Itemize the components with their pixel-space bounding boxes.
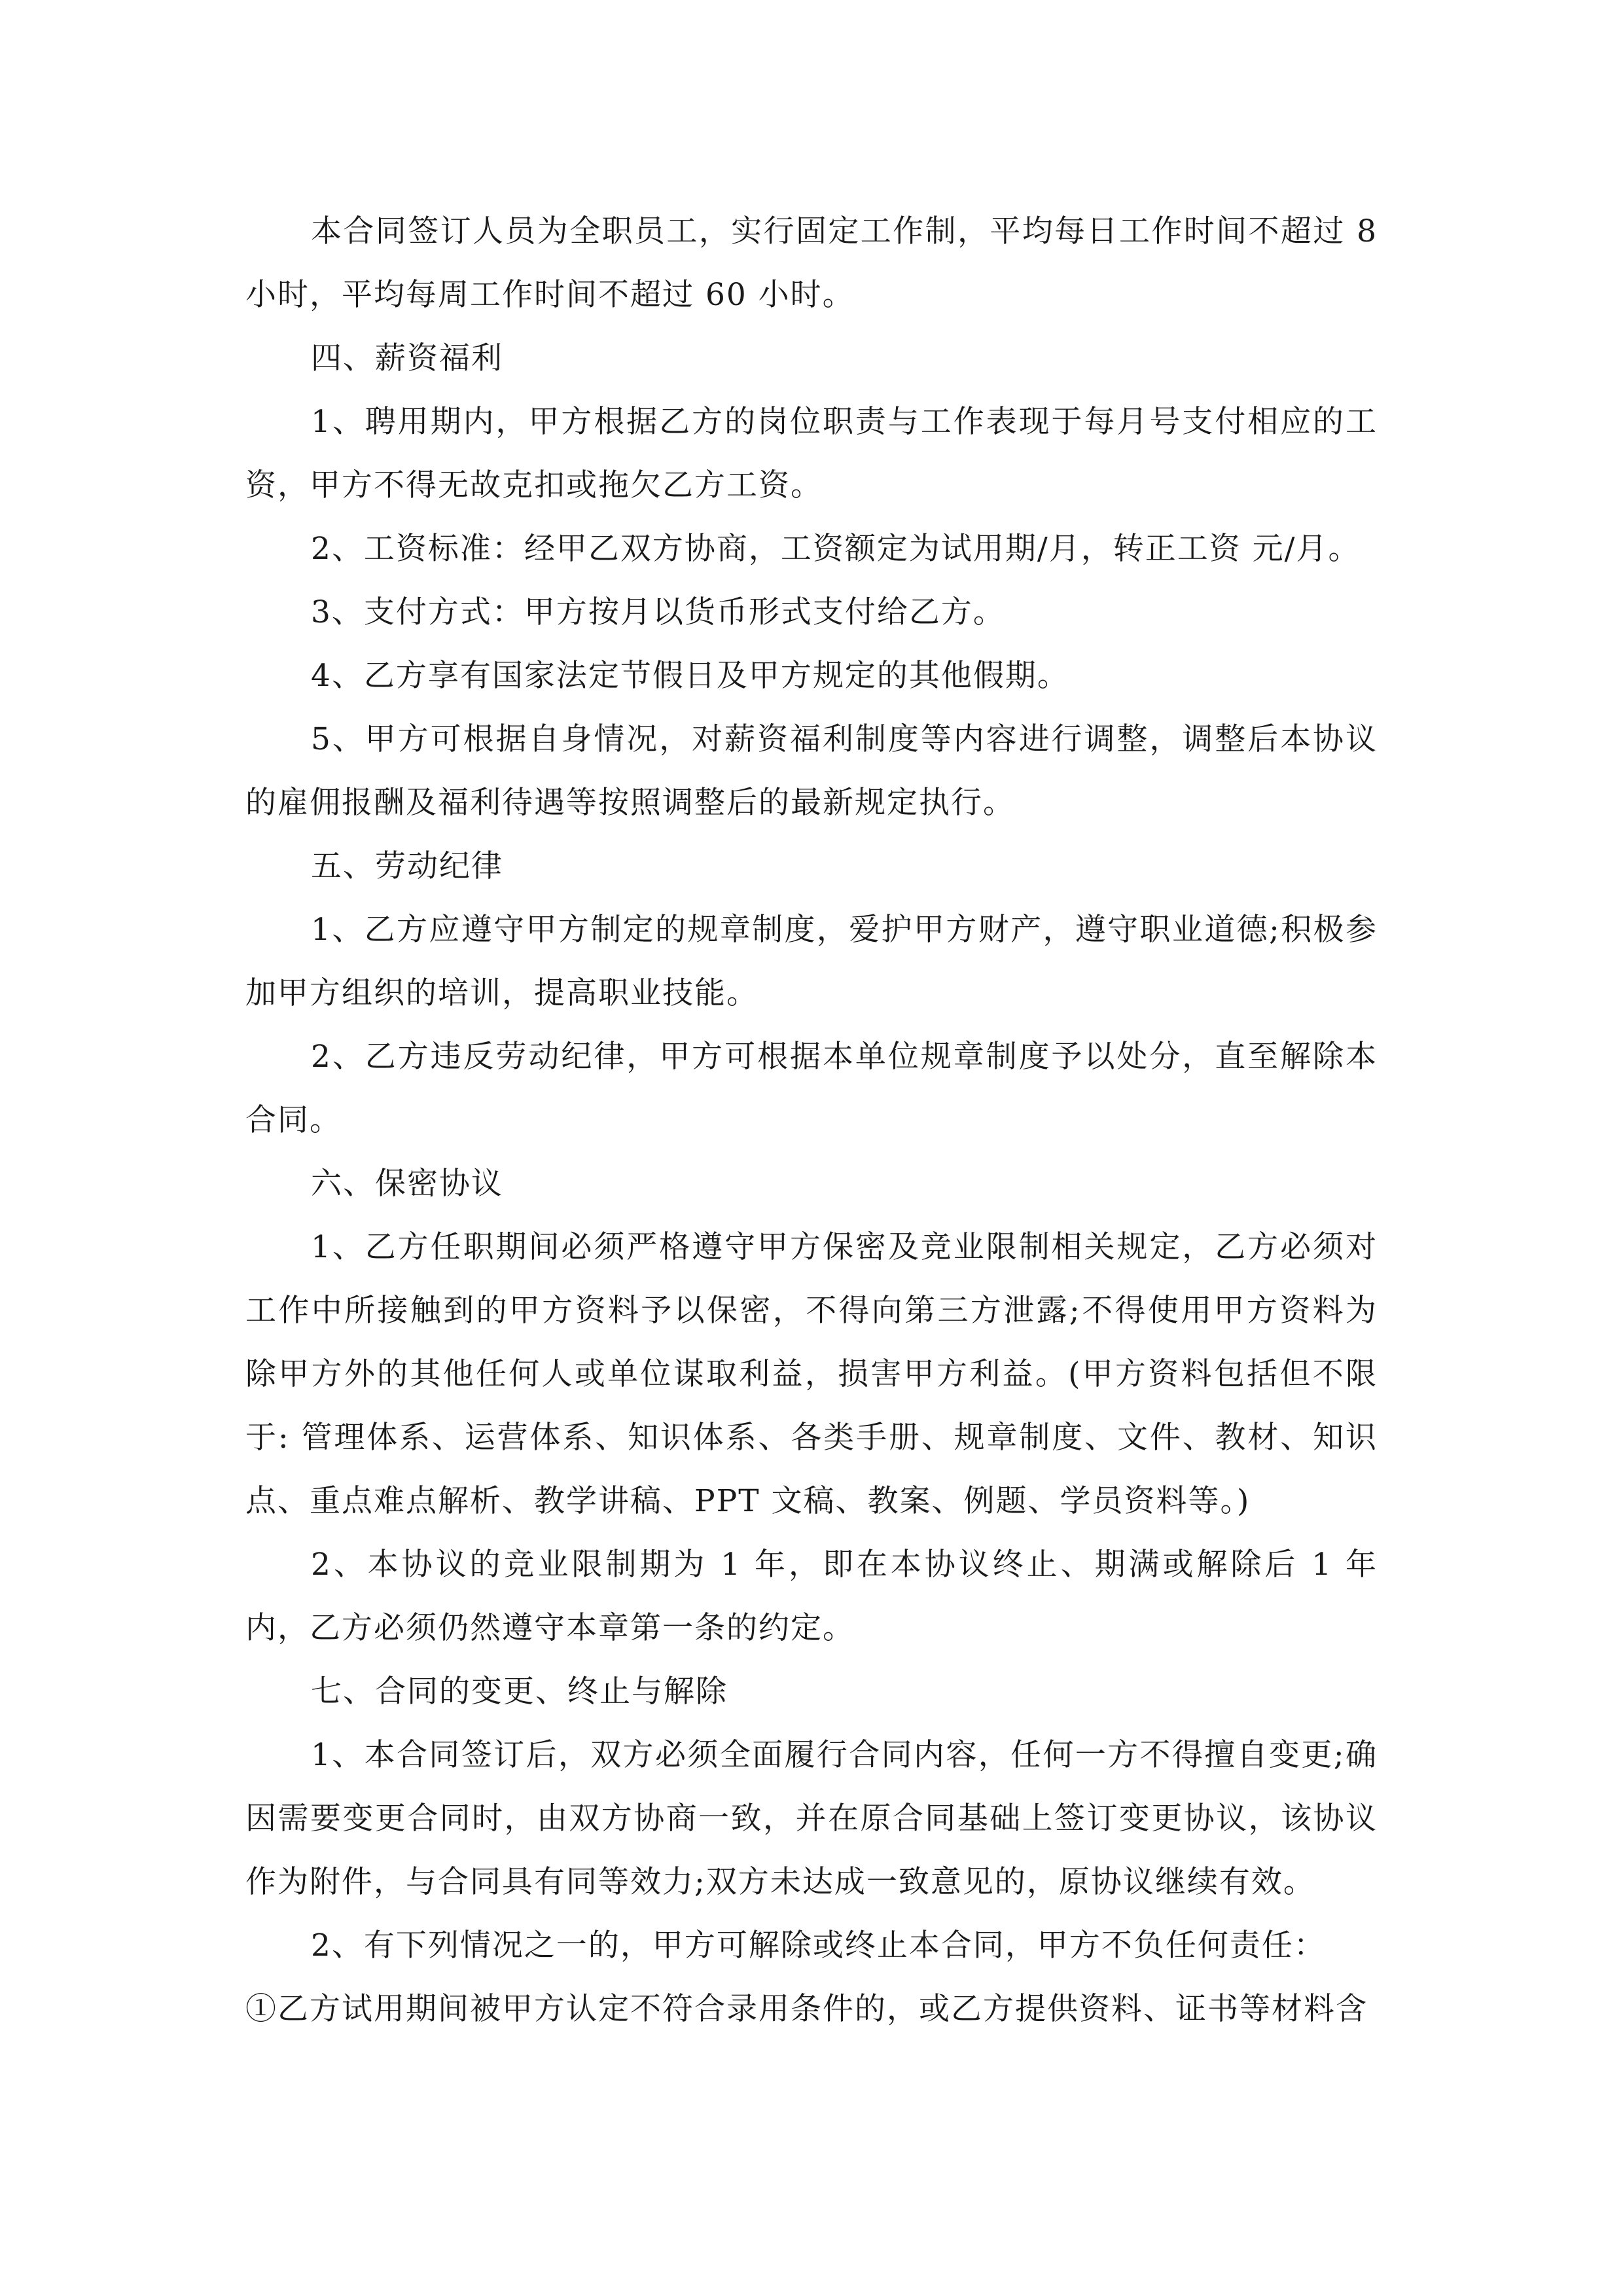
section-heading-confidentiality: 六、保密协议 [311,1166,503,1202]
paragraph-discipline-2: 2、乙方违反劳动纪律，甲方可根据本单位规章制度予以处分，直至解除本合同。 [245,1039,1378,1138]
paragraph-salary-4: 4、乙方享有国家法定节假日及甲方规定的其他假期。 [311,658,1069,694]
section-heading-contract-change: 七、合同的变更、终止与解除 [311,1674,728,1710]
document-body [245,200,1378,2041]
paragraph-work-hours: 本合同签订人员为全职员工，实行固定工作制，平均每日工作时间不超过 8 小时，平均每周工作时间不超过 60 小时。 [245,213,1378,313]
paragraph-confidentiality-2: 2、本协议的竞业限制期为 1 年，即在本协议终止、期满或解除后 1 年内，乙方必须仍然遵守本章第一条的约定。 [245,1547,1378,1646]
paragraph-salary-2: 2、工资标准：经甲乙双方协商，工资额定为试用期/月，转正工资 元/月。 [311,531,1361,567]
paragraph-salary-1: 1、聘用期内，甲方根据乙方的岗位职责与工作表现于每月号支付相应的工资，甲方不得无故克扣或拖欠乙方工资。 [245,404,1378,503]
section-heading-salary-benefits: 四、薪资福利 [311,340,503,376]
paragraph-salary-5: 5、甲方可根据自身情况，对薪资福利制度等内容进行调整，调整后本协议的雇佣报酬及福利待遇等按照调整后的最新规定执行。 [245,721,1378,821]
paragraph-confidentiality-1: 1、乙方任职期间必须严格遵守甲方保密及竞业限制相关规定，乙方必须对工作中所接触到的甲方资料予以保密，不得向第三方泄露;不得使用甲方资料为除甲方外的其他任何人或单位谋取利益，损害甲方利益。(甲方资料包括但不限于: 管理体系、运营体系、知识体系、各类手册、规章制度、文件、教材、知识点、重点难点解析、教学讲稿、PPT 文稿、教案、例题、学员资料等。) [245,1229,1378,1519]
paragraph-contract-change-2: 2、有下列情况之一的，甲方可解除或终止本合同，甲方不负任何责任： [311,1928,1326,1964]
paragraph-discipline-1: 1、乙方应遵守甲方制定的规章制度，爱护甲方财产，遵守职业道德;积极参加甲方组织的培训，提高职业技能。 [245,912,1378,1011]
section-heading-labor-discipline: 五、劳动纪律 [311,848,503,884]
paragraph-contract-change-1: 1、本合同签订后，双方必须全面履行合同内容，任何一方不得擅自变更;确因需要变更合同时，由双方协商一致，并在原合同基础上签订变更协议，该协议作为附件，与合同具有同等效力;双方未达成一致意见的，原协议继续有效。 [245,1737,1378,1900]
paragraph-contract-change-2-item-1: ①乙方试用期间被甲方认定不符合录用条件的，或乙方提供资料、证书等材料含 [245,1991,1368,2027]
paragraph-salary-3: 3、支付方式：甲方按月以货币形式支付给乙方。 [311,594,1005,630]
